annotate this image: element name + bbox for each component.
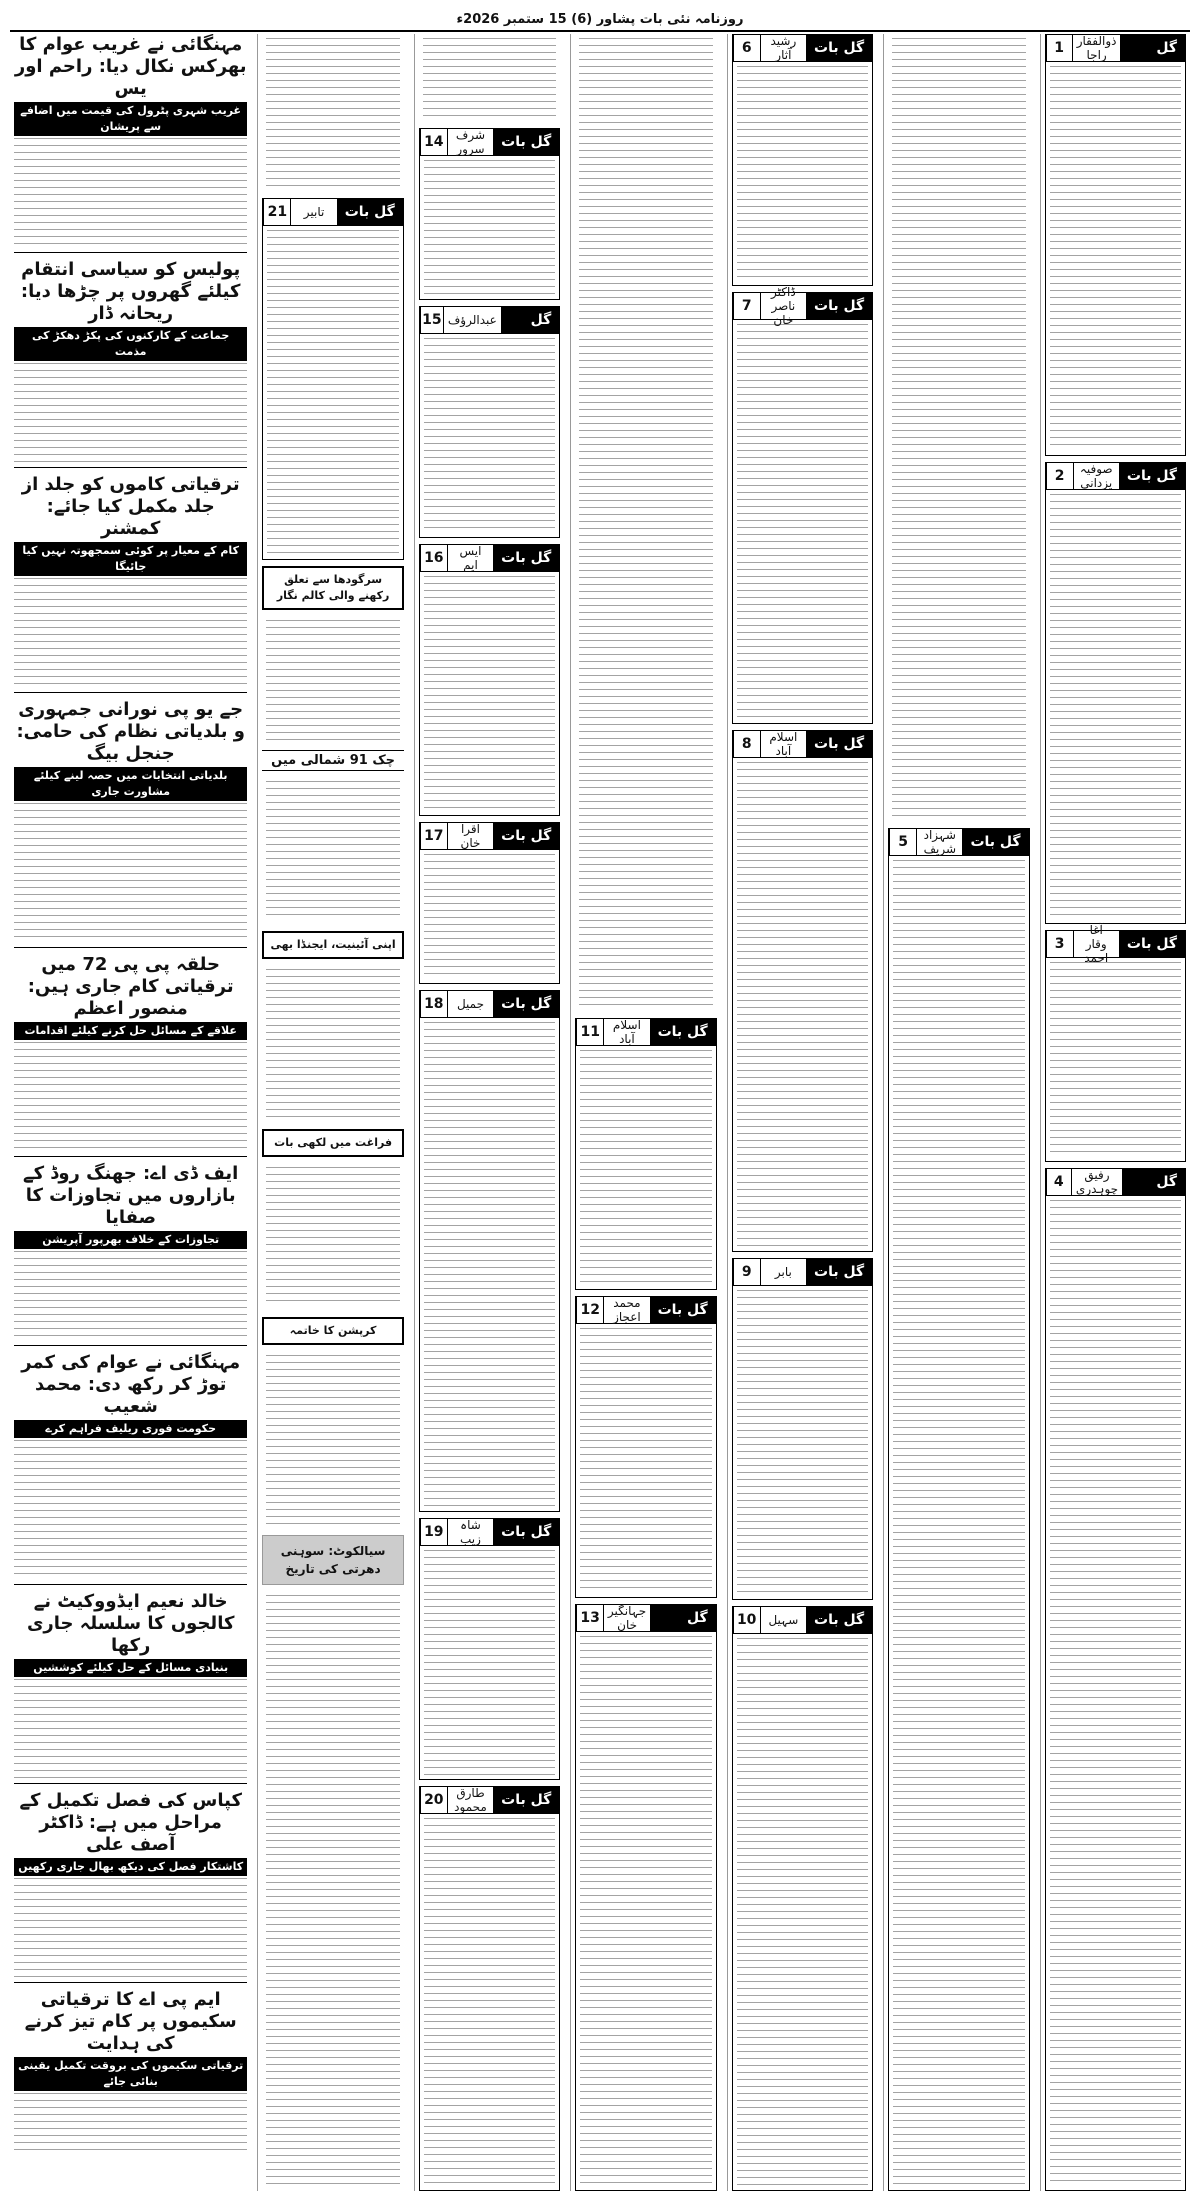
column-number: 2 <box>1046 462 1074 490</box>
column-number: 18 <box>420 990 448 1018</box>
column-text <box>424 576 555 811</box>
news-subheadline: جماعت کے کارکنوں کی پکڑ دھکڑ کی مذمت <box>14 327 247 361</box>
column-text <box>424 1022 555 1507</box>
column-item <box>1045 34 1186 456</box>
feature-box: سیالکوٹ: سوہنی دھرتی کی تاریخ <box>262 1535 403 1585</box>
column-item <box>1045 923 1186 1162</box>
column-title: آغا وقار احمد <box>1084 923 1109 965</box>
column-title: رشید آثار <box>770 34 797 62</box>
column-text <box>266 1167 399 1307</box>
column-item <box>1045 462 1186 924</box>
column-number: 21 <box>263 198 291 226</box>
news-headline: جے یو پی نورانی جمہوری و بلدیاتی نظام کی حامی: جنجل بیگ <box>16 699 245 764</box>
news-subheadline: حکومت فوری ریلیف فراہم کرے <box>14 1420 247 1438</box>
column-item <box>262 198 403 560</box>
news-text <box>14 1251 247 1341</box>
column-text <box>1050 962 1181 1157</box>
column-item <box>732 1258 873 1600</box>
column-text <box>266 1595 399 2187</box>
section-badge: گل بات <box>493 991 559 1017</box>
section-badge: گل بات <box>806 1607 872 1633</box>
column-number: 13 <box>576 1604 604 1632</box>
news-box: فراغت میں لکھی بات <box>262 1129 403 1157</box>
columns <box>10 34 1190 2191</box>
news-headline: حلقہ پی پی 72 میں ترقیاتی کام جاری ہیں: منصور اعظم <box>27 954 234 1019</box>
news-headline: مہنگائی نے عوام کی کمر توڑ کر رکھ دی: محمد شعیب <box>21 1352 241 1417</box>
news-subheadline: تجاوزات کے خلاف بھرپور آپریشن <box>14 1231 247 1249</box>
column-title: تابیر <box>303 205 325 219</box>
news-subheadline: غریب شہری پٹرول کی قیمت میں اضافے سے پریشان <box>14 102 247 136</box>
section-badge: گل بات <box>650 1297 716 1323</box>
section-badge: گل بات <box>493 129 559 155</box>
section-badge: گل بات <box>501 307 559 333</box>
column-text <box>267 230 398 555</box>
column-text <box>266 781 399 921</box>
column-item <box>419 1786 560 2191</box>
news-subheadline: علاقے کے مسائل حل کرنے کیلئے اقدامات <box>14 1022 247 1040</box>
column-number: 19 <box>420 1518 448 1546</box>
news-subheadline: بنیادی مسائل کے حل کیلئے کوششیں <box>14 1659 247 1677</box>
column-text <box>424 1550 555 1775</box>
news-story <box>14 1989 247 2191</box>
column-5 <box>414 34 564 2191</box>
column-item <box>419 306 560 538</box>
column-number: 3 <box>1046 930 1074 958</box>
section-badge: گل بات <box>1122 1169 1185 1195</box>
column-title: ذوالفقار راجا <box>1076 34 1117 62</box>
news-story <box>14 259 247 468</box>
news-story <box>14 474 247 693</box>
column-text <box>1050 1200 1181 2186</box>
news-text <box>14 1042 247 1152</box>
column-number: 14 <box>420 128 448 156</box>
column-number: 15 <box>420 306 444 334</box>
column-2 <box>883 34 1033 2191</box>
column-number: 20 <box>420 1786 448 1814</box>
column-title: شاہ زیب <box>460 1518 481 1546</box>
column-number: 7 <box>733 292 761 320</box>
column-title: محمد اعجاز <box>613 1296 641 1324</box>
column-item <box>1045 1168 1186 2191</box>
column-text <box>423 38 556 118</box>
section-badge: گل بات <box>493 1787 559 1813</box>
section-badge: گل بات <box>806 731 872 757</box>
news-text <box>14 578 247 688</box>
news-text <box>14 1679 247 1779</box>
column-item <box>575 1018 716 1290</box>
section-badge: گل بات <box>1120 35 1185 61</box>
news-story <box>14 1591 247 1784</box>
column-item <box>419 128 560 300</box>
column-text <box>737 66 868 281</box>
column-text <box>424 160 555 295</box>
news-story <box>14 34 247 253</box>
section-badge: گل بات <box>806 293 872 319</box>
column-number: 9 <box>733 1258 761 1286</box>
section-badge: گل بات <box>493 1519 559 1545</box>
section-badge: گل بات <box>1119 463 1185 489</box>
section-badge: گل بات <box>650 1019 716 1045</box>
column-text <box>737 1638 868 2186</box>
column-6 <box>257 34 407 2191</box>
column-1 <box>1040 34 1190 2191</box>
news-story <box>14 1163 247 1346</box>
column-item <box>732 1606 873 2191</box>
news-subheadline: بلدیاتی انتخابات میں حصہ لینے کیلئے مشاورت جاری <box>14 767 247 801</box>
column-text <box>266 1355 399 1525</box>
news-text <box>14 803 247 943</box>
news-story <box>14 1352 247 1585</box>
column-text <box>1050 494 1181 919</box>
column-4 <box>570 34 720 2191</box>
column-item <box>419 1518 560 1780</box>
column-text <box>892 38 1025 818</box>
news-story <box>14 1790 247 1983</box>
section-badge: گل بات <box>1119 931 1185 957</box>
news-story <box>14 954 247 1157</box>
news-box: اپنی آئینیت، ایجنڈا بھی <box>262 931 403 959</box>
column-title: جہانگیر خان <box>607 1604 647 1632</box>
news-box: سرگودھا سے تعلق رکھنے والی کالم نگار <box>262 566 403 610</box>
column-title: شہزاد شریف <box>923 828 957 856</box>
news-headline: مہنگائی نے غریب عوام کا بھرکس نکال دیا: راحم اور یس <box>14 34 247 99</box>
section-badge: گل بات <box>650 1605 715 1631</box>
news-text <box>14 1440 247 1580</box>
news-headline: پولیس کو سیاسی انتقام کیلئے گھروں پر چڑھا دیا: ریحانہ ڈار <box>20 259 241 324</box>
section-badge: گل بات <box>493 545 559 571</box>
column-number: 1 <box>1046 34 1073 62</box>
column-title: ڈاکٹر ناصر خان <box>771 285 796 327</box>
column-number: 5 <box>889 828 917 856</box>
news-subheadline: کام کے معیار پر کوئی سمجھوتہ نہیں کیا جائیگا <box>14 542 247 576</box>
news-column <box>10 34 251 2191</box>
column-text <box>579 38 712 1008</box>
column-title: طارق محمود <box>454 1786 487 1814</box>
column-number: 12 <box>576 1296 604 1324</box>
column-text <box>424 1818 555 2186</box>
column-text <box>266 38 399 188</box>
news-text <box>14 2093 247 2153</box>
column-title: اقرا خان <box>460 822 481 850</box>
column-text <box>1050 66 1181 451</box>
column-number: 4 <box>1046 1168 1072 1196</box>
column-text <box>424 854 555 979</box>
column-text <box>737 1290 868 1595</box>
news-text <box>14 138 247 248</box>
column-item <box>575 1296 716 1598</box>
section-badge: گل بات <box>337 199 403 225</box>
column-item <box>575 1604 716 2191</box>
news-headline: ایم پی اے کا ترقیاتی سکیموں پر کام تیز کرنے کی ہدایت <box>24 1989 237 2054</box>
news-headline: ترقیاتی کاموں کو جلد از جلد مکمل کیا جائے: کمشنر <box>21 474 240 539</box>
column-text <box>424 338 555 533</box>
column-item <box>419 822 560 984</box>
column-text <box>737 762 868 1247</box>
column-text <box>580 1328 711 1593</box>
news-text <box>14 363 247 463</box>
column-text <box>580 1636 711 2186</box>
news-headline: خالد نعیم ایڈووکیٹ نے کالجوں کا سلسلہ جاری رکھا <box>26 1591 235 1656</box>
column-text <box>893 860 1024 2186</box>
column-title: شرف سرور <box>455 128 486 156</box>
column-item <box>732 34 873 286</box>
column-text <box>266 969 399 1119</box>
column-title: بابر <box>774 1265 792 1279</box>
news-headline: کپاس کی فصل تکمیل کے مراحل میں ہے: ڈاکٹر آصف علی <box>19 1790 242 1855</box>
column-title: عبدالرؤف <box>447 313 497 327</box>
column-text <box>580 1050 711 1285</box>
masthead: روزنامہ نئی بات پشاور (6) 15 ستمبر 2026ء <box>10 8 1190 32</box>
news-text <box>14 1878 247 1978</box>
section-badge: گل بات <box>962 829 1028 855</box>
news-headline: ایف ڈی اے: جھنگ روڈ کے بازاروں میں تجاوزات کا صفایا <box>23 1163 239 1228</box>
column-item <box>732 730 873 1252</box>
column-item <box>419 544 560 816</box>
column-number: 17 <box>420 822 448 850</box>
column-title: ایس ایم <box>459 544 482 572</box>
column-title: اسلام آباد <box>612 1018 641 1046</box>
news-story <box>14 699 247 948</box>
column-title: رفیق چوہدری <box>1075 1168 1119 1196</box>
column-number: 16 <box>420 544 448 572</box>
column-text <box>737 324 868 719</box>
column-item <box>888 828 1029 2191</box>
section-badge: گل بات <box>806 1259 872 1285</box>
section-badge: گل بات <box>493 823 559 849</box>
column-number: 10 <box>733 1606 761 1634</box>
news-subheadline: کاشتکار فصل کی دیکھ بھال جاری رکھیں <box>14 1858 247 1876</box>
column-number: 6 <box>733 34 761 62</box>
column-3 <box>727 34 877 2191</box>
news-subheadline: ترقیاتی سکیموں کی بروقت تکمیل یقینی بنائی جائے <box>14 2057 247 2091</box>
column-text <box>266 620 399 740</box>
column-number: 11 <box>576 1018 604 1046</box>
news-headline: چک 91 شمالی میں <box>262 750 403 771</box>
column-item <box>732 285 873 724</box>
section-badge: گل بات <box>806 35 872 61</box>
news-box: کرپشن کا خاتمہ <box>262 1317 403 1345</box>
column-item <box>419 990 560 1512</box>
column-number: 8 <box>733 730 761 758</box>
column-title: سہیل <box>768 1613 799 1627</box>
column-title: اسلام آباد <box>769 730 798 758</box>
column-title: صوفیہ یزدانی <box>1079 462 1113 490</box>
column-title: جمیل <box>456 997 485 1011</box>
